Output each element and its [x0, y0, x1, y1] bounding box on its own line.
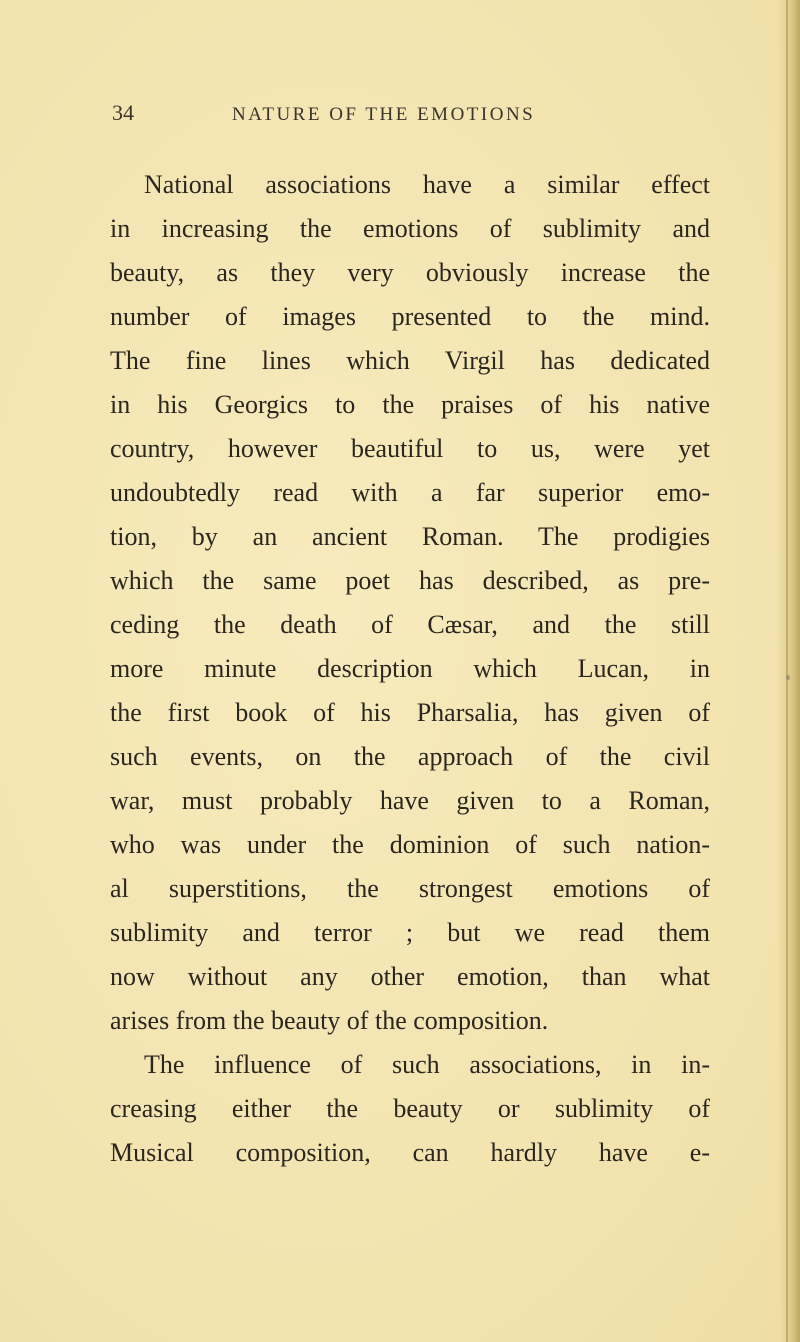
text-line: arises from the beauty of the composition.	[110, 1006, 549, 1035]
text-line: in increasing the emotions of sublimity and	[110, 214, 710, 243]
text-line: country, however beautiful to us, were yet	[110, 434, 710, 463]
text-line: the first book of his Pharsalia, has given of	[110, 698, 710, 727]
text-line: undoubtedly read with a far superior emo-	[110, 478, 710, 507]
text-line: sublimity and terror ; but we read them	[110, 918, 710, 947]
text-line: creasing either the beauty or sublimity of	[110, 1094, 710, 1123]
running-title: NATURE OF THE EMOTIONS	[232, 104, 536, 125]
text-line: in his Georgics to the praises of his native	[110, 390, 710, 419]
page-edge	[778, 0, 800, 1342]
text-line: war, must probably have given to a Roman,	[110, 786, 710, 815]
text-line: now without any other emotion, than what	[110, 962, 710, 991]
text-line: Musical composition, can hardly have e-	[110, 1138, 710, 1167]
page-number: 34	[112, 100, 134, 125]
text-line: National associations have a similar effect	[144, 170, 710, 199]
running-head	[112, 100, 692, 132]
text-line: al superstitions, the strongest emotions of	[110, 874, 710, 903]
text-line: such events, on the approach of the civil	[110, 742, 710, 771]
body-text	[110, 163, 710, 1175]
text-line: ceding the death of Cæsar, and the still	[110, 610, 710, 639]
text-line: The fine lines which Virgil has dedicated	[110, 346, 710, 375]
text-line: The influence of such associations, in in-	[144, 1050, 710, 1079]
text-line: which the same poet has described, as pre-	[110, 566, 710, 595]
text-line: tion, by an ancient Roman. The prodigies	[110, 522, 710, 551]
paper-speck	[786, 675, 790, 680]
text-line: who was under the dominion of such nation-	[110, 830, 710, 859]
page-edge-line	[786, 0, 788, 1342]
text-line: beauty, as they very obviously increase the	[110, 258, 710, 287]
text-line: more minute description which Lucan, in	[110, 654, 710, 683]
text-line: number of images presented to the mind.	[110, 302, 710, 331]
